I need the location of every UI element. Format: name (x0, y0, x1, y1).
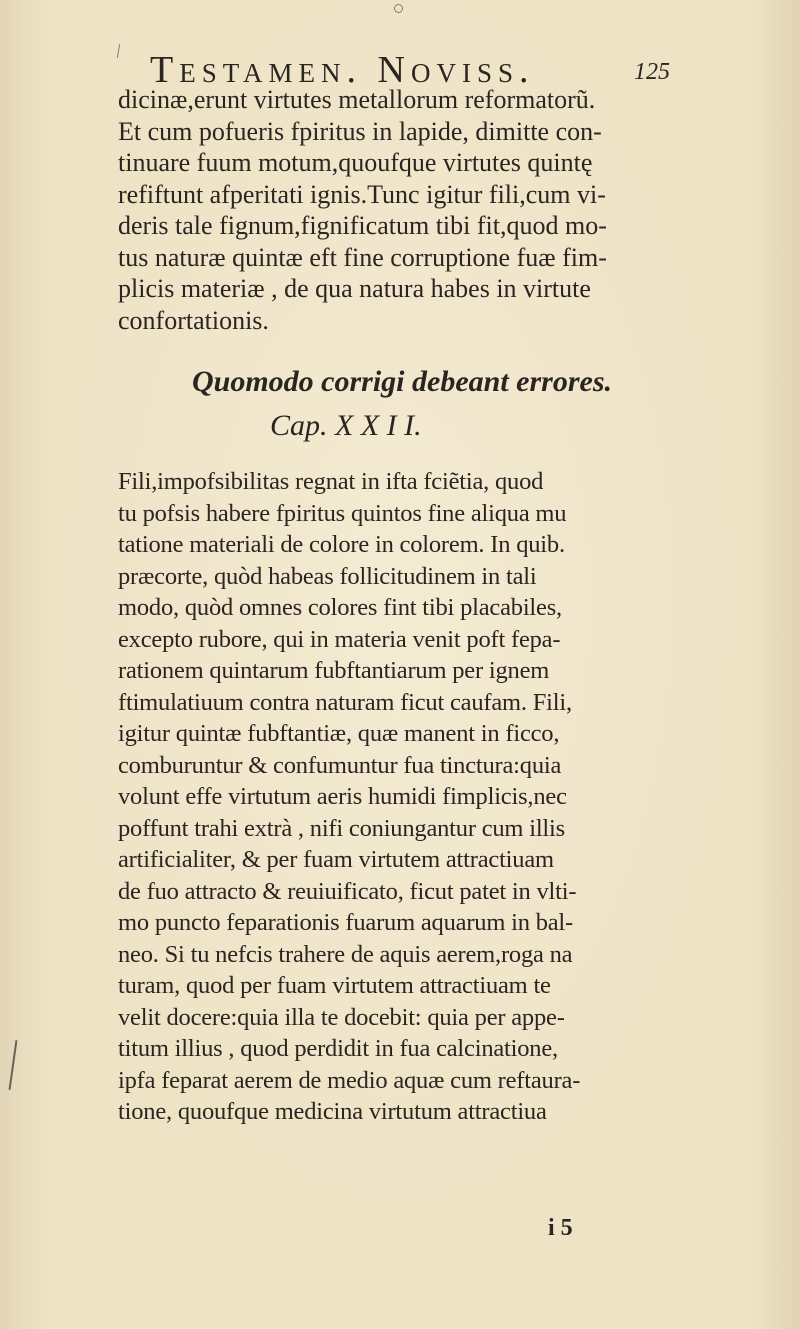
text-line: titum illius , quod perdidit in fua calcinatione, (118, 1035, 558, 1062)
running-title: Testamen. Noviss. (150, 49, 535, 91)
text-line: tinuare fuum motum,quoufque virtutes quintę (118, 148, 593, 177)
text-line: volunt effe virtutum aeris humidi fimplicis,nec (118, 783, 567, 810)
text-line: præcorte, quòd habeas follicitudinem in tali (118, 562, 537, 590)
text-line: tatione materiali de colore in colorem. In quib. (118, 531, 565, 558)
text-line: deris tale fignum,fignificatum tibi fit,quod mo- (118, 211, 607, 240)
signature-mark: i 5 (548, 1215, 573, 1241)
chapter-label: Cap. X X I I. (270, 409, 422, 442)
text-line: tione, quoufque medicina virtutum attractiua (118, 1098, 547, 1125)
text-line: artificialiter, & per fuam virtutem attractiuam (118, 846, 554, 873)
text-line: tus naturæ quintæ eft fine corruptione fuæ fim- (118, 242, 607, 272)
text-line: de fuo attracto & reuiuificato, ficut patet in vlti- (118, 877, 577, 905)
text-line: comburuntur & confumuntur fua tinctura:quia (118, 751, 562, 779)
text-line: Fili,impofsibilitas regnat in ifta fciẽtia, quod (118, 468, 544, 495)
text-line: igitur quintæ fubftantiæ, quæ manent in ficco, (118, 720, 560, 747)
chapter-body (118, 466, 674, 1128)
section-heading: Quomodo corrigi debeant errores. (192, 365, 612, 398)
text-line: velit docere:quia illa te docebit: quia per appe- (118, 1003, 565, 1031)
page-number: 125 (634, 59, 670, 85)
text-line: tu pofsis habere fpiritus quintos fine aliqua mu (118, 499, 567, 527)
text-line: refiftunt afperitati ignis.Tunc igitur fili,cum vi- (118, 179, 606, 209)
text-line: poffunt trahi extrà , nifi coniungantur cum illis (118, 814, 565, 842)
text-line: modo, quòd omnes colores fint tibi placabiles, (118, 594, 562, 621)
text-line: ipfa feparat aerem de medio aquæ cum reftaura- (118, 1066, 581, 1094)
text-line: confortationis. (118, 305, 269, 335)
text-line: Et cum pofueris fpiritus in lapide, dimitte con- (118, 116, 602, 146)
binding-hole (394, 4, 403, 13)
paragraph-continuation (118, 84, 674, 336)
margin-mark (117, 44, 120, 58)
text-line: plicis materiæ , de qua natura habes in virtute (118, 274, 591, 303)
text-line: excepto rubore, qui in materia venit poft fepa- (118, 625, 561, 653)
text-line: neo. Si tu nefcis trahere de aquis aerem,roga na (118, 940, 573, 968)
text-line: rationem quintarum fubftantiarum per ignem (118, 657, 550, 684)
margin-mark (9, 1040, 18, 1090)
text-line: mo puncto feparationis fuarum aquarum in bal- (118, 909, 573, 936)
text-line: ftimulatiuum contra naturam ficut caufam. Fili, (118, 688, 572, 716)
text-line: turam, quod per fuam virtutem attractiuam te (118, 972, 551, 999)
text-line: dicinæ,erunt virtutes metallorum reformatorũ. (118, 85, 596, 114)
